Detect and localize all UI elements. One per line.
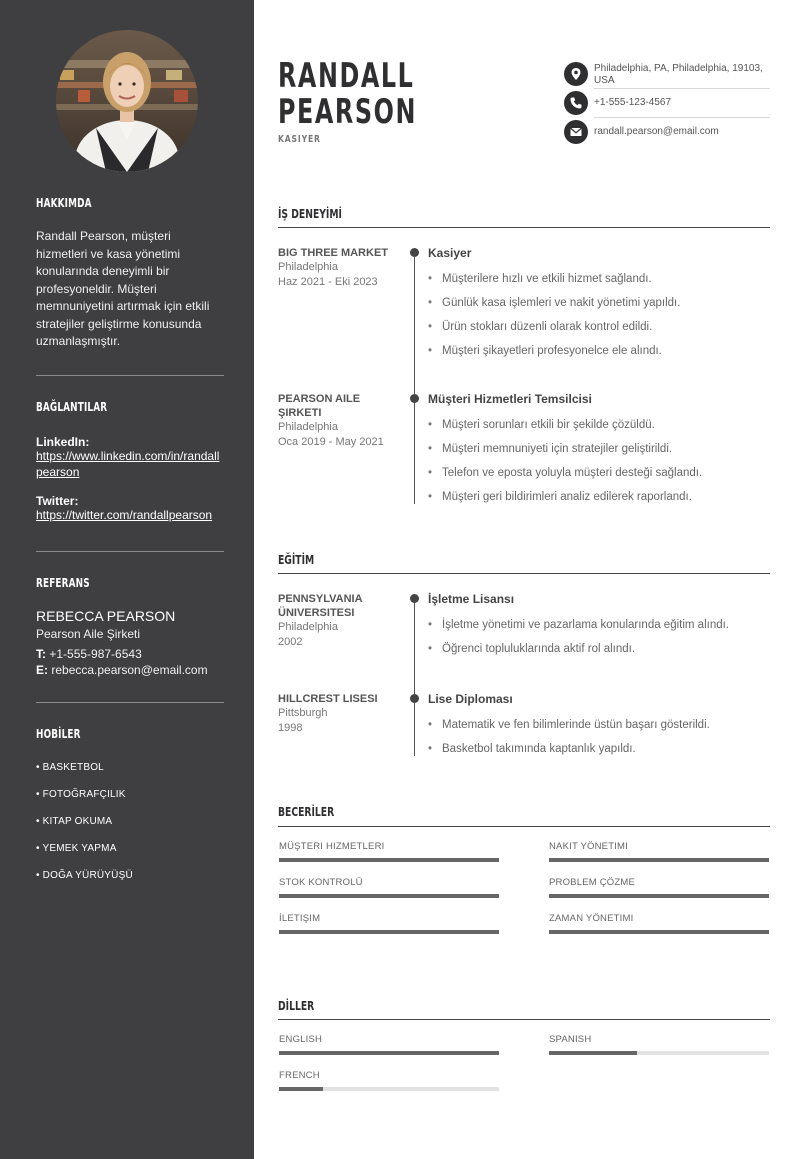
reference-email [36,662,224,678]
bullet-item: • Müşterilere hızlı ve etkili hizmet sağlandı. [428,272,680,296]
org-location: Philadelphia [278,421,338,433]
phone-text: +1-555-123-4567 [594,97,672,108]
org-location: Philadelphia [278,621,338,633]
skill-item [279,877,499,888]
skill-bar-fill [549,894,769,898]
language-label: ENGLISH [279,1034,323,1045]
reference-email-label: E: [36,663,48,677]
org-location: Philadelphia [278,261,338,273]
section-rule [278,1019,770,1020]
bullet-item: • Müşteri geri bildirimleri analiz edilerek raporlandı. [428,490,702,514]
language-label: FRENCH [279,1070,320,1081]
entry-bullets [428,418,702,514]
about-section [36,196,224,351]
timeline-line [414,598,415,756]
hobby-list [36,761,224,896]
section-rule [278,826,770,827]
entry-bullets [428,618,729,666]
section-rule [278,573,770,574]
language-bar-fill [279,1051,499,1055]
timeline-line [414,252,415,504]
language-bar-track [549,1051,769,1055]
reference-company: Pearson Aile Şirketi [36,627,141,641]
bullet-item: • Müşteri şikayetleri profesyonelce ele alındı. [428,344,680,368]
linkedin-label: LinkedIn: [36,435,90,449]
skill-item [549,877,769,888]
reference-phone-label: T: [36,647,46,661]
skills-heading: BECERİLER [278,804,335,819]
skill-bar-fill [549,930,769,934]
links-section [36,400,224,524]
language-bar-track [279,1087,499,1091]
experience-heading: İŞ DENEYİMİ [278,206,342,221]
email-text: randall.pearson@email.com [594,126,719,137]
bullet-item: • Müşteri sorunları etkili bir şekilde çözüldü. [428,418,702,442]
entry-bullets [428,718,710,766]
reference-section [36,576,224,678]
skill-label: MÜŞTERI HIZMETLERI [279,841,385,852]
reference-heading: REFERANS [36,576,90,590]
bullet-item: • Basketbol takımında kaptanlık yapıldı. [428,742,710,766]
links-heading: BAĞLANTILAR [36,400,108,414]
entry-role: Kasiyer [428,246,472,260]
language-bar-fill [549,1051,637,1055]
phone-icon [564,91,588,115]
entry-bullets [428,272,680,368]
skill-item [549,913,769,924]
skill-label: ZAMAN YÖNETIMI [549,913,634,924]
skill-bar-track [549,930,769,934]
address-text: Philadelphia, PA, Philadelphia, 19103, USA [594,63,763,86]
language-item [279,1034,499,1045]
org-name: PENNSYLVANIA ÜNIVERSITESI [278,593,363,619]
org-dates: 1998 [278,722,303,734]
timeline-dot [410,394,419,403]
contact-divider [594,117,770,118]
skill-label: STOK KONTROLÜ [279,877,363,888]
skill-bar-track [279,930,499,934]
full-name [278,58,417,130]
contact-divider [594,88,770,89]
entry-organization [278,592,396,650]
reference-phone-value: +1-555-987-6543 [49,647,142,661]
divider [36,375,224,376]
hobby-item: • DOĞA YÜRÜYÜŞÜ [36,870,133,881]
education-heading: EĞİTİM [278,552,315,567]
entry-role: İşletme Lisansı [428,592,515,606]
bullet-item: • Günlük kasa işlemleri ve nakit yönetimi yapıldı. [428,296,680,320]
first-name: RANDALL [278,56,415,96]
divider [36,702,224,703]
skill-item [279,913,499,924]
skill-label: PROBLEM ÇÖZME [549,877,635,888]
language-bar-track [279,1051,499,1055]
entry-organization [278,692,396,736]
hobbies-section [36,727,224,896]
divider [36,551,224,552]
skill-bar-track [549,894,769,898]
job-title: KASIYER [278,134,321,145]
org-name: BIG THREE MARKET [278,247,388,259]
org-dates: Oca 2019 - May 2021 [278,436,384,448]
entry-organization [278,246,396,290]
bullet-item: • Öğrenci topluluklarında aktif rol alındı. [428,642,729,666]
org-location: Pittsburgh [278,707,328,719]
skill-bar-fill [279,930,499,934]
hobby-item: • KITAP OKUMA [36,816,113,827]
org-dates: Haz 2021 - Eki 2023 [278,276,378,288]
skill-bar-fill [279,894,499,898]
timeline-dot [410,248,419,257]
twitter-url[interactable]: https://twitter.com/randallpearson [36,508,213,522]
language-item [549,1034,769,1045]
entry-role: Müşteri Hizmetleri Temsilcisi [428,392,592,406]
location-pin-icon [564,62,588,86]
hobby-item: • FOTOĞRAFÇILIK [36,789,126,800]
skill-bar-track [549,858,769,862]
twitter-label: Twitter: [36,494,79,508]
last-name: PEARSON [278,92,417,132]
language-item [279,1070,499,1081]
bullet-item: • İşletme yönetimi ve pazarlama konularında eğitim alındı. [428,618,729,642]
skill-bar-track [279,858,499,862]
org-name: HILLCREST LISESI [278,693,378,705]
skill-label: NAKIT YÖNETIMI [549,841,628,852]
language-label: SPANISH [549,1034,592,1045]
org-dates: 2002 [278,636,303,648]
skill-item [549,841,769,852]
bullet-item: • Ürün stokları düzenli olarak kontrol edildi. [428,320,680,344]
hobby-item: • BASKETBOL [36,762,104,773]
skill-bar-fill [279,858,499,862]
section-rule [278,227,770,228]
timeline-dot [410,594,419,603]
bullet-item: • Müşteri memnuniyeti için stratejiler geliştirildi. [428,442,702,466]
skill-label: İLETIŞIM [279,913,321,924]
skill-item [279,841,499,852]
reference-email-value: rebecca.pearson@email.com [51,663,208,677]
skill-bar-fill [549,858,769,862]
entry-organization [278,392,396,450]
skill-bar-track [279,894,499,898]
reference-phone [36,646,224,662]
link-twitter [36,494,224,524]
link-linkedin [36,435,224,480]
hobbies-heading: HOBİLER [36,727,81,741]
entry-role: Lise Diploması [428,692,513,706]
reference-name: REBECCA PEARSON [36,608,176,624]
profile-photo [56,30,198,172]
timeline-dot [410,694,419,703]
languages-heading: DİLLER [278,998,315,1013]
sidebar [0,0,254,1159]
about-text: Randall Pearson, müşteri hizmetleri ve kasa yönetimi konularında deneyimli bir profesyoneldir. Müşteri memnuniyetini artırmak için etkili stratejiler geliştirme konusunda uzmanlaşmıştır. [36,229,210,348]
main-content [254,0,794,1159]
language-bar-fill [279,1087,323,1091]
bullet-item: • Matematik ve fen bilimlerinde üstün başarı gösterildi. [428,718,710,742]
bullet-item: • Telefon ve eposta yoluyla müşteri desteği sağlandı. [428,466,702,490]
mail-icon [564,120,588,144]
linkedin-url[interactable]: https://www.linkedin.com/in/randallpearson [36,449,220,479]
hobby-item: • YEMEK YAPMA [36,843,117,854]
about-heading: HAKKIMDA [36,196,92,210]
org-name: PEARSON AILE ŞIRKETI [278,393,361,419]
